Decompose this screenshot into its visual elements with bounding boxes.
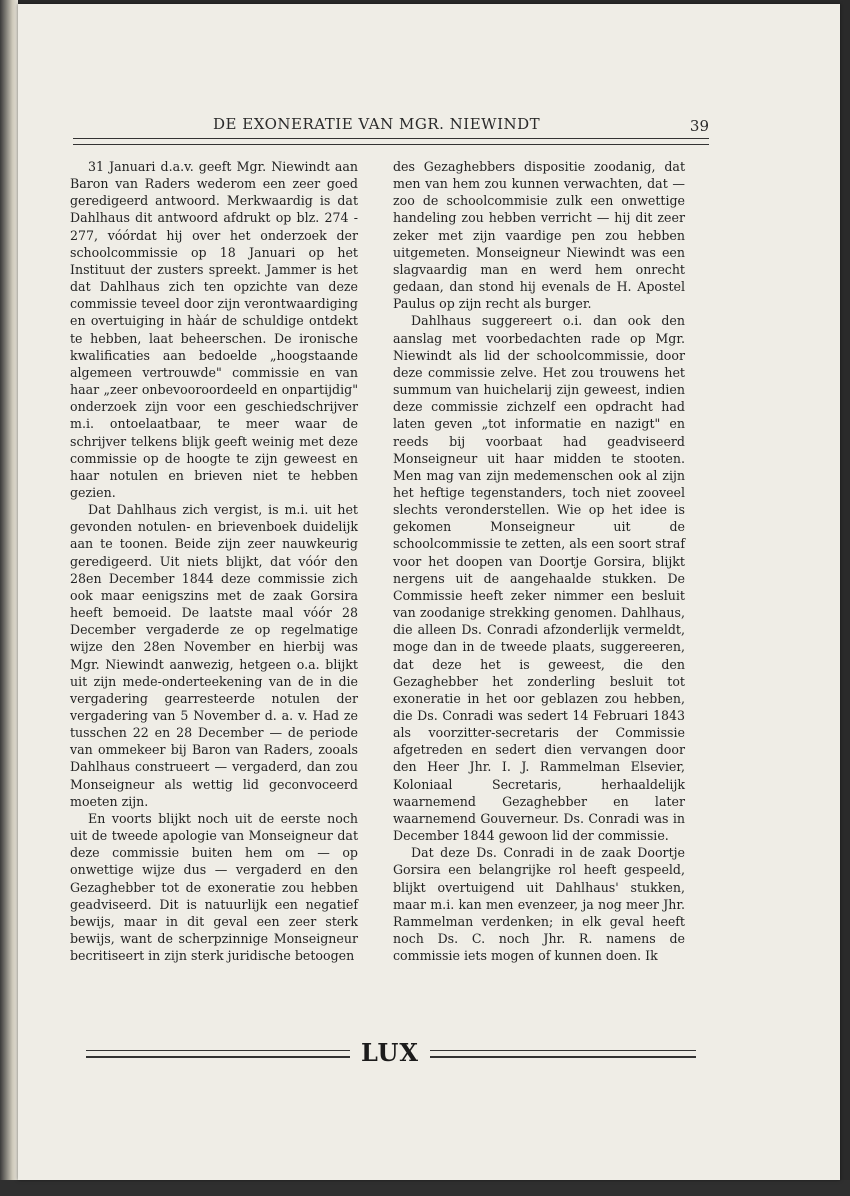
lux-logo: LUX: [360, 1038, 420, 1067]
page-footer: [72, 1040, 708, 1070]
book-spine: [0, 0, 18, 1196]
paragraph: 31 Januari d.a.v. geeft Mgr. Niewindt aan Baron van Raders wederom een zeer goed geredigeerd antwoord. Merkwaardig is dat Dahlhaus dit antwoord afdrukt op blz. 274 - 277, vóórdat hij over het onderzoek der schoolcommissie op 18 Januari op het Instituut der zusters spreekt. Jammer is het dat Dahlhaus zich ten opzichte van deze commissie teveel door zijn verontwaardiging en overtuiging in hàár de schuldige ontdekt te hebben, laat beheerschen. De ironische kwalificaties aan bedoelde „hoogstaande algemeen vertrouwde" commissie en van haar „zeer onbevooroordeeld en onpartijdig" onderzoek zijn voor een geschiedschrijver m.i. ontoelaatbaar, te meer waar de schrijver telkens blijk geeft weinig met deze commissie op de hoogte te zijn geweest en haar notulen en brieven niet te hebben gezien.: [70, 159, 358, 500]
text-column-left: [70, 158, 358, 964]
paragraph: Dahlhaus suggereert o.i. dan ook den aanslag met voorbedachten rade op Mgr. Niewindt als lid der schoolcommissie, door deze commissie zelve. Het zou trouwens het summum van huichelarij zijn geweest, indien deze commissie zichzelf een opdracht had laten geven „tot informatie en nazigt" en reeds bij voorbaat had geadviseerd Monseigneur uit haar midden te stooten. Men mag van zijn medemenschen ook al zijn het heftige tegenstanders, toch niet zooveel slechts veronderstellen. Wie op het idee is gekomen Monseigneur uit de schoolcommissie te zetten, als een soort straf voor het doopen van Doortje Gorsira, blijkt nergens uit de aangehaalde stukken. De Commissie heeft zeker nimmer een besluit van zoodanige strekking genomen. Dahlhaus, die alleen Ds. Conradi afzonderlijk vermeldt, moge dan in de tweede plaats, suggereeren, dat deze het is geweest, die den Gezaghebber het zonderling besluit tot exoneratie in het oor geblazen zou hebben, die Ds. Conradi was sedert 14 Februari 1843 als voorzitter-secretaris der Commissie afgetreden en sedert dien vervangen door den Heer Jhr. I. J. Rammelman Elsevier, Koloniaal Secretaris, herhaaldelijk waarnemend Gezaghebber en later waarnemend Gouverneur. Ds. Conradi was in December 1844 gewoon lid der commissie.: [393, 313, 685, 844]
paragraph: Dat Dahlhaus zich vergist, is m.i. uit het gevonden notulen- en brievenboek duidelijk aan te toonen. Beide zijn zeer nauwkeurig geredigeerd. Uit niets blijkt, dat vóór den 28en December 1844 deze commissie zich ook maar eenigszins met de zaak Gorsira heeft bemoeid. De laatste maal vóór 28 December vergaderde ze op regelmatige wijze den 28en November en hierbij was Mgr. Niewindt aanwezig, hetgeen o.a. blijkt uit zijn mede-onderteekening van de in die vergadering gearresteerde notulen der vergadering van 5 November d. a. v. Had ze tusschen 22 en 28 December — de periode van ommekeer bij Baron van Raders, zooals Dahlhaus construeert — vergaderd, dan zou Monseigneur als wettig lid geconvoceerd moeten zijn.: [70, 502, 358, 809]
footer-rule-left: [86, 1050, 350, 1058]
page-header: [73, 115, 709, 135]
header-rule: [73, 138, 709, 145]
page-number: 39: [689, 117, 709, 135]
paragraph: des Gezaghebbers dispositie zoodanig, dat men van hem zou kunnen verwachten, dat — zoo de schoolcommisie zulk een onwettige handeling zou hebben verricht — hij dit zeer zeker met zijn vaardige pen zou hebben uitgemeten. Monseigneur Niewindt was een slagvaardig man en werd hem onrecht gedaan, dan stond hij evenals de H. Apostel Paulus op zijn recht als burger.: [393, 159, 685, 312]
text-column-right: [393, 158, 685, 964]
running-title: DE EXONERATIE VAN MGR. NIEWINDT: [213, 115, 541, 133]
scan-bottom-edge: [0, 1180, 850, 1196]
paragraph: En voorts blijkt noch uit de eerste noch uit de tweede apologie van Monseigneur dat deze commissie buiten hem om — op onwettige wijze dus — vergaderd en den Gezaghebber tot de exoneratie zou hebben geadviseerd. Dit is natuurlijk een negatief bewijs, maar in dit geval een zeer sterk bewijs, want de scherpzinnige Monseigneur becritiseert in zijn sterk juridische betoogen: [70, 810, 358, 964]
paragraph: Dat deze Ds. Conradi in de zaak Doortje Gorsira een belangrijke rol heeft gespeeld, blijkt overtuigend uit Dahlhaus' stukken, maar m.i. kan men evenzeer, ja nog meer Jhr. Rammelman verdenken; in elk geval heeft noch Ds. C. noch Jhr. R. namens de commissie iets mogen of kunnen doen. Ik: [393, 845, 685, 964]
footer-rule-right: [430, 1050, 696, 1058]
